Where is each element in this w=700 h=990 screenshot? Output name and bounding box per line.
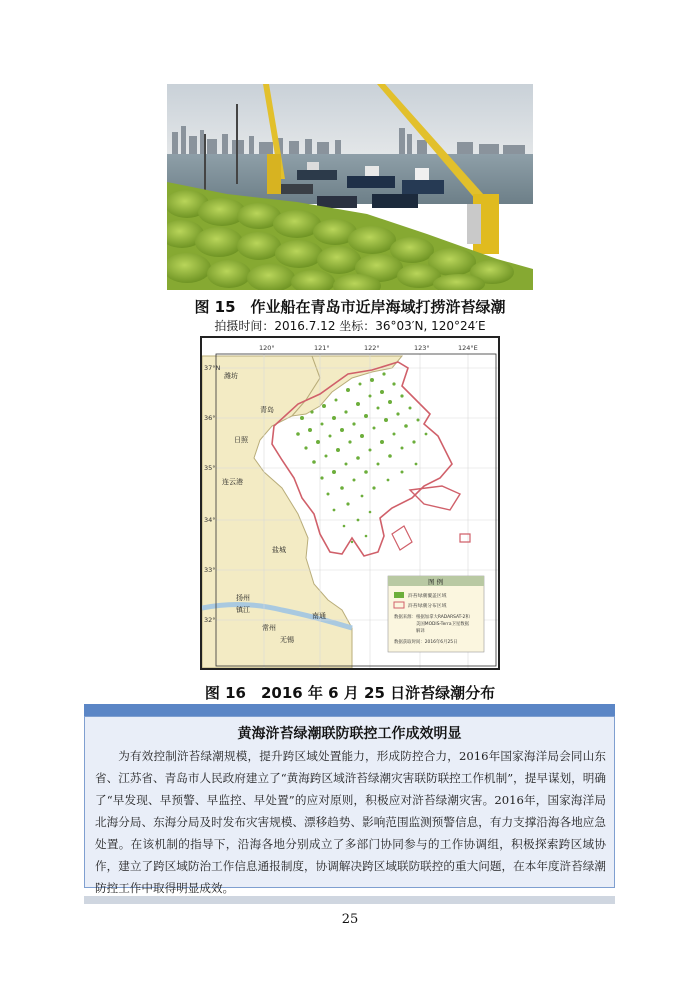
- place-label: 南通: [312, 612, 326, 620]
- place-label: 扬州: [236, 594, 250, 602]
- place-label: 无锡: [280, 636, 294, 644]
- box-header-bar: [84, 704, 615, 716]
- legend-source: 解译: [416, 629, 425, 634]
- place-label: 连云港: [222, 478, 243, 486]
- legend-source: 美国MODIS-Terra卫星数据: [416, 622, 470, 627]
- map-legend: [388, 576, 484, 652]
- lat-tick: 33°: [204, 566, 216, 574]
- info-box: [84, 716, 615, 895]
- place-label: 潍坊: [224, 372, 238, 380]
- footer-bar: [84, 896, 615, 904]
- lon-tick: 122°: [364, 344, 380, 352]
- place-label: 盐城: [272, 546, 286, 554]
- lat-tick: 34°: [204, 516, 216, 524]
- algae-harvest-photo: [167, 84, 533, 290]
- lat-tick: 32°: [204, 616, 216, 624]
- legend-item: 浒苔绿潮覆盖区域: [408, 594, 447, 599]
- legend-title: 图 例: [428, 578, 444, 586]
- box-title: 黄海浒苔绿潮联防联控工作成效明显: [237, 726, 462, 742]
- lon-tick: 121°: [314, 344, 330, 352]
- place-label: 常州: [262, 624, 276, 632]
- place-label: 日照: [234, 436, 248, 444]
- legend-source: 数据来源：根据加拿大RADARSAT-2和: [394, 615, 470, 620]
- figure-15-meta: 拍摄时间：2016.7.12 坐标：36°03′N, 120°24′E: [214, 319, 486, 333]
- lat-tick: 36°: [204, 414, 216, 422]
- page-number: 25: [341, 912, 359, 927]
- lat-tick: 35°: [204, 464, 216, 472]
- lat-tick: 37°N: [204, 364, 221, 372]
- lon-tick: 120°: [259, 344, 275, 352]
- legend-item: 浒苔绿潮分布区域: [408, 604, 447, 609]
- place-label: 青岛: [260, 406, 274, 414]
- green-tide-map: [200, 336, 500, 670]
- legend-date: 数据获取时间：2016年6月25日: [394, 640, 458, 645]
- lon-tick: 124°E: [458, 344, 478, 352]
- box-body: 为有效控制浒苔绿潮规模，提升跨区域处置能力，形成防控合力，2016年国家海洋局会同山东省、江苏省、青岛市人民政府建立了“黄海跨区域浒苔绿潮灾害联防联控工作机制”，提早谋划，明确了“早发现、早预警、早监控、早处置”的应对原则，积极应对浒苔绿潮灾害。2016年，国家海洋局北海分局、东海分局及时发布灾害规模、漂移趋势、影响范围监测预警信息，有力支撑沿海各地应急处置。在该机制的指导下，沿海各地分别成立了多部门协同参与的工作协调组，积极探索跨区域协作，建立了跨区域防治工作信息通报制度，协调解决跨区域联防联控的重大问题，在本年度浒苔绿潮防控工作中取得明显成效。: [95, 749, 606, 895]
- lon-tick: 123°: [414, 344, 430, 352]
- figure-16-caption: 图 16 2016 年 6 月 25 日浒苔绿潮分布: [204, 684, 496, 702]
- figure-15-caption: 图 15 作业船在青岛市近岸海域打捞浒苔绿潮: [194, 298, 506, 316]
- place-label: 镇江: [236, 606, 250, 614]
